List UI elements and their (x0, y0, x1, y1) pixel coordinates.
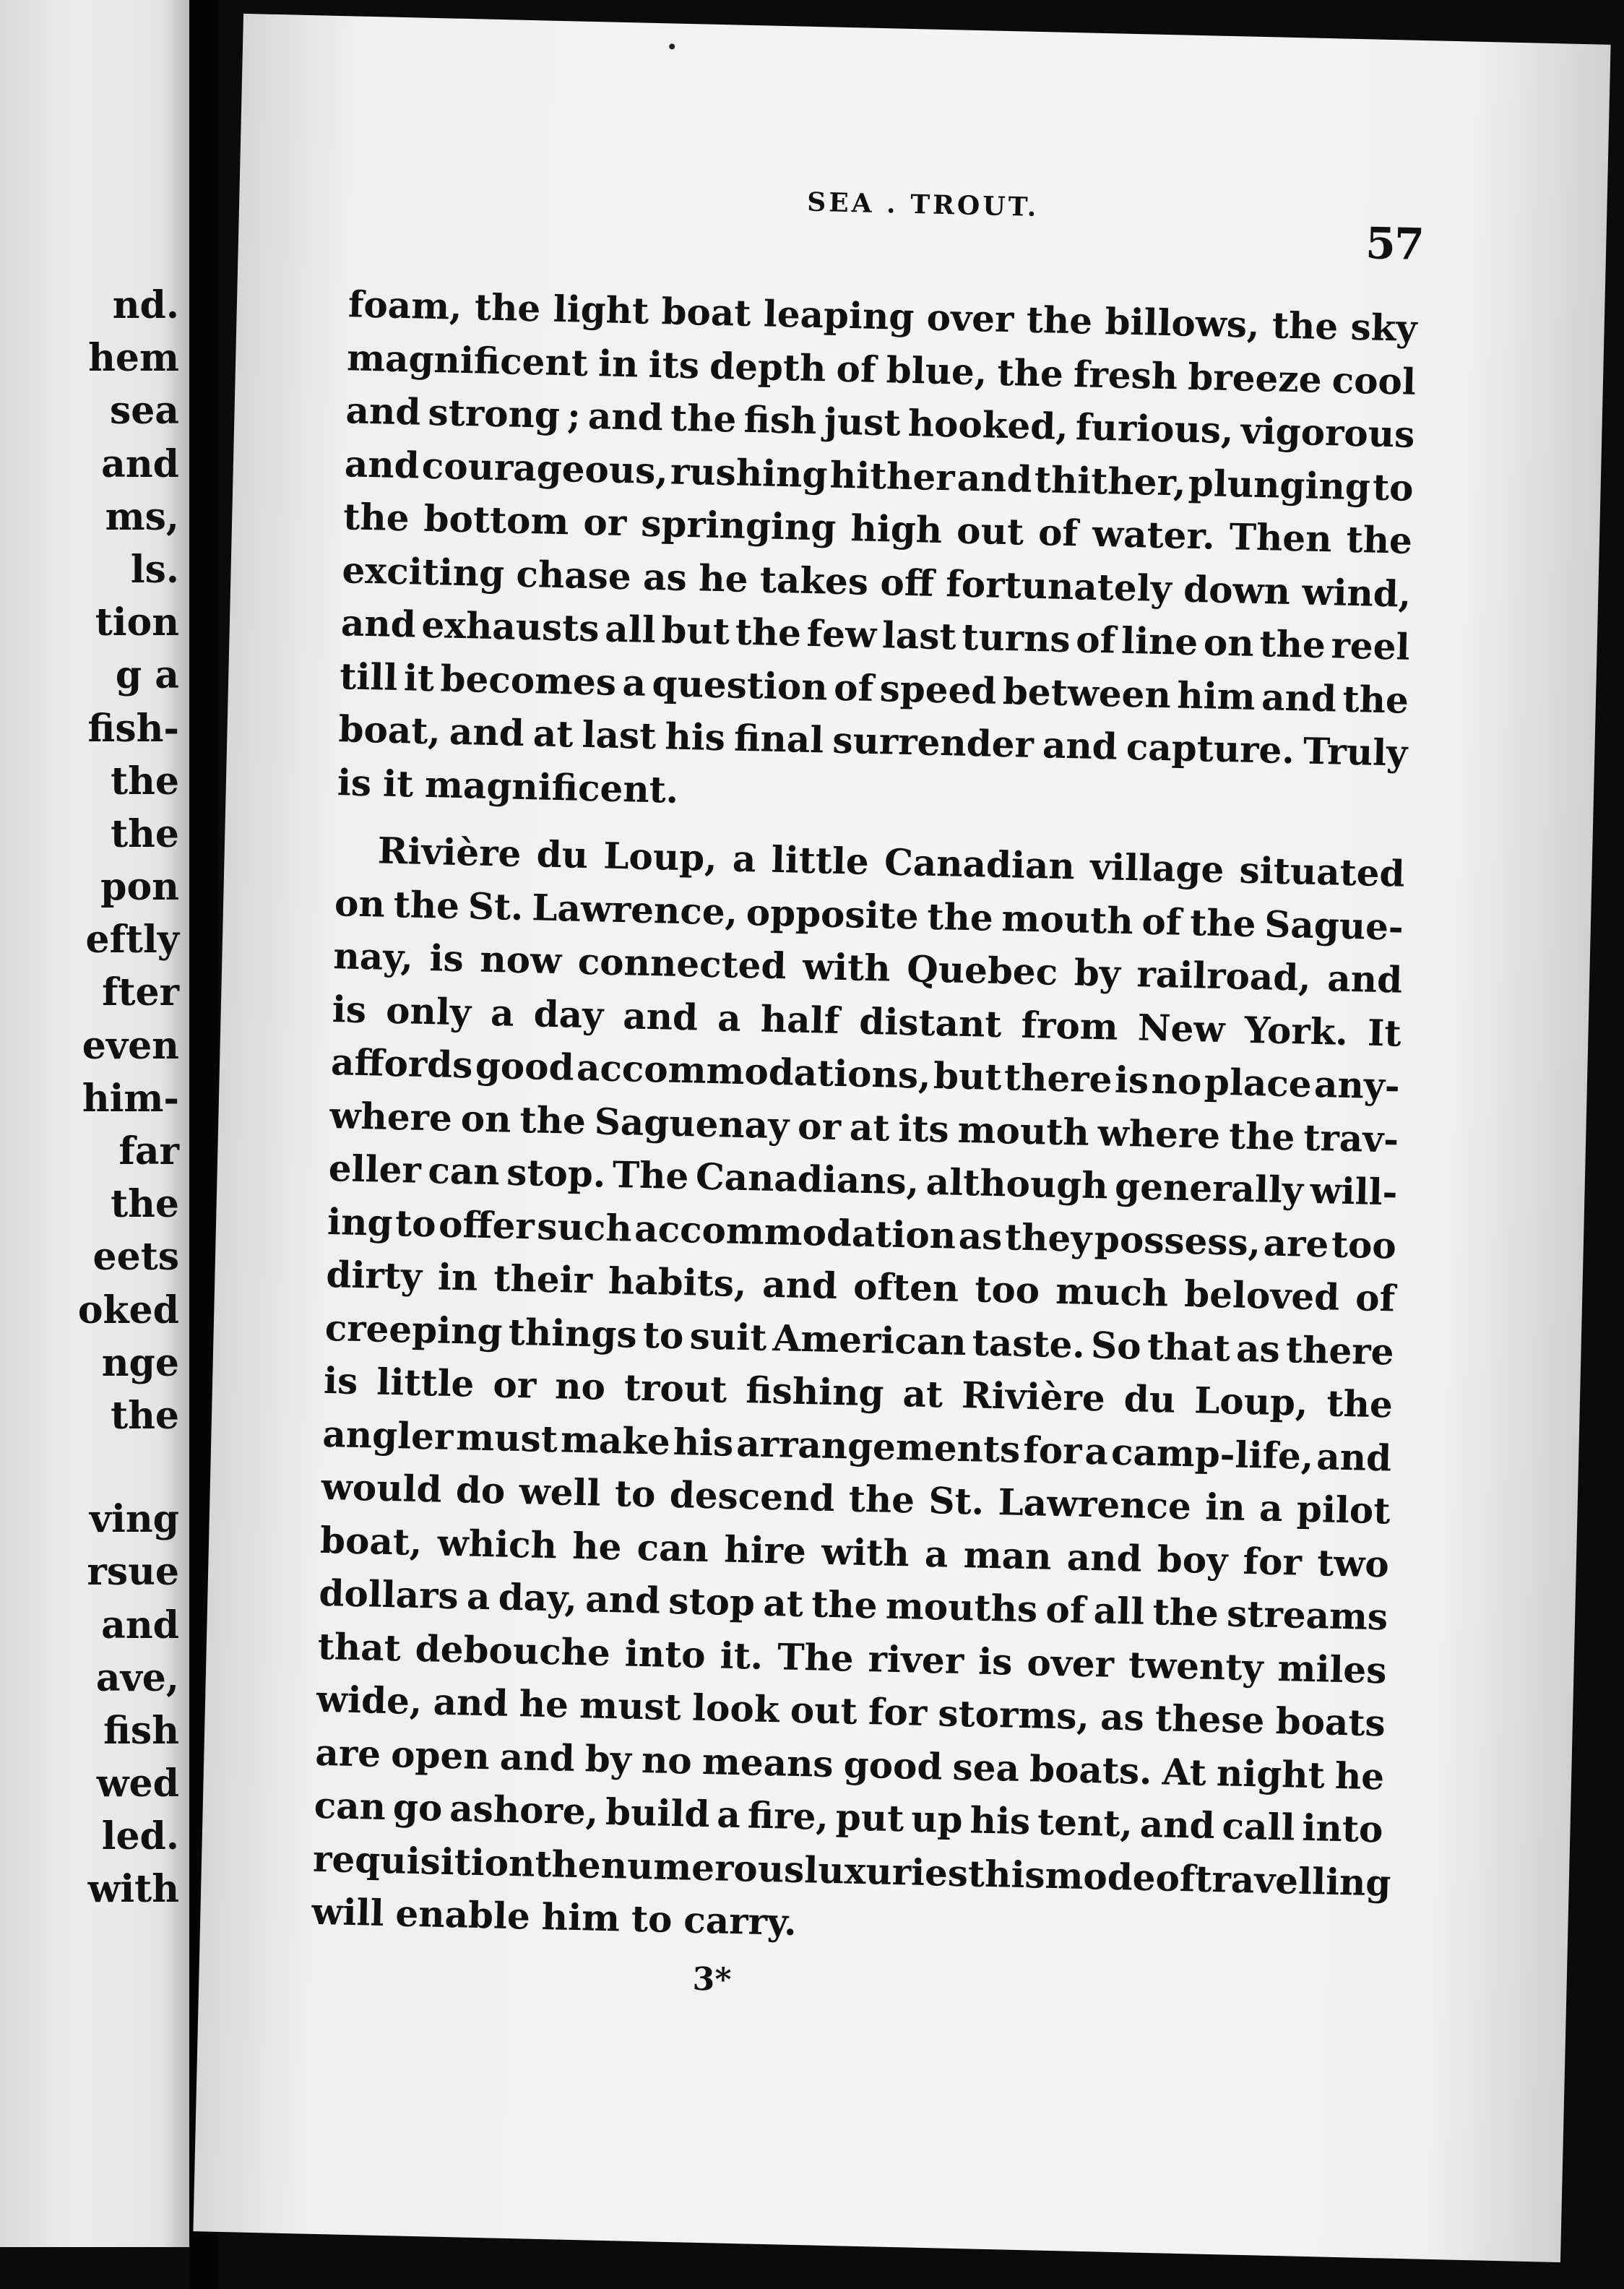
left-page-line: the (111, 811, 179, 856)
left-page-line: far (118, 1129, 179, 1173)
text-line: affords good accommodations, but there is no place any- (330, 1040, 1401, 1108)
running-head: SEA . TROUT. (806, 186, 1040, 223)
text-line: dirty in their habits, and often too much beloved of (325, 1252, 1396, 1320)
text-line: and exhausts all but the few last turns of line on the reel (340, 601, 1411, 668)
left-page-line: ving (89, 1497, 179, 1542)
text-line: creeping things to suit American taste. So that as there (324, 1306, 1395, 1374)
left-page-line: pon (100, 865, 179, 910)
left-page-line: the (111, 1393, 179, 1438)
text-line: angler must make his arrangements for a camp-life, and (321, 1412, 1392, 1479)
text-line: wide, and he must look out for storms, as these boats (316, 1677, 1386, 1745)
left-page-line: the (111, 1182, 179, 1227)
text-line: that debouche into it. The river is over twenty miles (317, 1624, 1388, 1691)
body-text (311, 277, 1418, 1962)
left-page-line: fish (103, 1708, 179, 1753)
left-page-line: nd. (112, 283, 179, 327)
text-line: foam, the light boat leaping over the billows, the sky (347, 283, 1418, 350)
ink-speck (669, 43, 675, 49)
text-line: and courageous, rushing hither and thither, plunging to (344, 441, 1414, 509)
text-line: can go ashore, build a fire, put up his tent, and call into (314, 1783, 1383, 1851)
left-page-line: tion (95, 600, 179, 645)
left-page-line: hem (88, 336, 179, 381)
left-page-line: ms, (105, 494, 179, 539)
text-line: is little or no trout fishing at Rivière du Loup, the (323, 1358, 1394, 1426)
left-page-line: nge (101, 1340, 179, 1385)
text-line: ing to offer such accommodation as they possess, are too (327, 1199, 1397, 1267)
left-page-line: ls. (130, 547, 179, 592)
text-line: boat, and at last his final surrender and capture. Truly (337, 707, 1408, 775)
text-line: are open and by no means good sea boats. At night he (314, 1730, 1385, 1798)
text-line: where on the Saguenay or at its mouth where the trav- (329, 1093, 1399, 1161)
paragraph (337, 277, 1417, 832)
left-page-line: sea (109, 389, 179, 434)
left-page-line: g a (115, 653, 179, 698)
left-page-text (0, 279, 179, 1916)
text-line: boat, which he can hire with a man and boy for two (319, 1518, 1390, 1585)
left-page-line: eets (92, 1235, 179, 1280)
signature-mark: 3* (692, 1960, 732, 1999)
left-page-line: ave, (95, 1655, 179, 1700)
text-line: and strong ; and the fish just hooked, furious, vigorous (345, 389, 1415, 456)
text-line: would do well to descend the St. Lawrence in a pilot (321, 1465, 1391, 1533)
text-line: eller can stop. The Canadians, although generally will- (328, 1147, 1399, 1214)
left-page-line (0, 1442, 179, 1493)
right-page (193, 14, 1610, 2262)
left-page-line: fish- (87, 706, 179, 751)
left-page-line: the (111, 759, 179, 803)
page-number: 57 (1365, 218, 1424, 271)
text-line: nay, is now connected with Quebec by railroad, and (332, 934, 1403, 1001)
left-page-line: with (87, 1867, 179, 1912)
left-page-line: fter (102, 970, 179, 1015)
left-page-line: oked (77, 1288, 179, 1332)
text-line: exciting chase as he takes off fortunately down wind, (341, 548, 1412, 616)
text-line: is it magnificent. (337, 760, 679, 811)
text-line: Rivière du Loup, a little Canadian village situated (377, 829, 1406, 895)
left-page-line: rsue (87, 1550, 179, 1595)
text-line: requisition the numerous luxuries this mode of travelling (312, 1837, 1392, 1905)
left-page (0, 0, 189, 2247)
text-line: till it becomes a question of speed between him and the (339, 654, 1409, 722)
left-page-line: and (101, 441, 179, 486)
text-line: magnificent in its depth of blue, the fresh breeze cool (346, 335, 1417, 403)
left-page-line: him- (82, 1076, 179, 1121)
text-line: will enable him to carry. (311, 1889, 798, 1944)
paragraph (311, 823, 1406, 1962)
text-line: on the St. Lawrence, opposite the mouth of the Sague- (334, 881, 1404, 949)
left-page-line: led. (101, 1814, 179, 1859)
text-line: the bottom or springing high out of water. Then the (342, 495, 1413, 562)
text-line: is only a day and a half distant from New York. It (332, 987, 1402, 1055)
left-page-line: and (101, 1603, 179, 1647)
left-page-line: even (82, 1023, 179, 1068)
left-page-line: wed (96, 1762, 179, 1806)
left-page-line: eftly (85, 918, 179, 962)
text-line: dollars a day, and stop at the mouths of all the streams (318, 1571, 1388, 1639)
